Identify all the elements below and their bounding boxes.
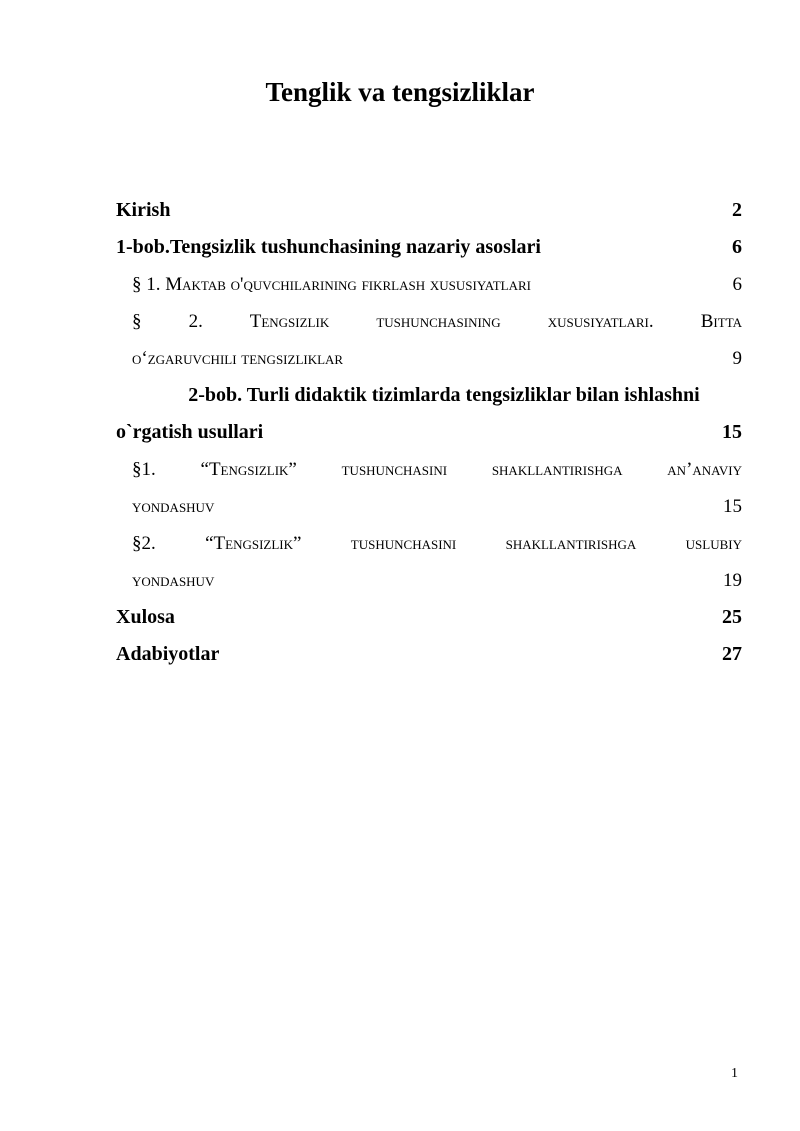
toc-entry-label-line-2: oʻzgaruvchili tengsizliklar: [132, 348, 344, 369]
page-number: 1: [731, 1066, 738, 1081]
toc-entry-label-line-2: o`rgatish usullari: [116, 421, 264, 443]
toc-entry-label: § 1. Maktab o'quvchilarining fikrlash xususiyatlari: [132, 274, 531, 295]
toc-entry-label-line-1: § 2. Tengsizlik tushunchasining xususiyatlari. Bitta: [132, 311, 742, 332]
toc-entry-page: 6: [732, 274, 742, 295]
toc-entry-label-line-1: §1. “Tengsizlik” tushunchasini shakllantirishga an’anaviy: [132, 459, 742, 480]
toc-entry-page: 15: [723, 496, 742, 517]
toc-entry-chapter-1-section-2: [116, 303, 742, 377]
toc-entry-page: 25: [722, 606, 742, 628]
toc-entry-chapter-2: [116, 377, 742, 451]
document-title: Tenglik va tengsizliklar: [265, 77, 535, 107]
table-of-contents: [116, 192, 742, 673]
toc-entry-chapter-2-section-1: [116, 451, 742, 525]
toc-entry-label-line-2: yondashuv: [132, 496, 215, 517]
toc-entry-xulosa: [116, 599, 742, 636]
toc-entry-chapter-1-section-1: [116, 266, 742, 303]
toc-entry-page: 27: [722, 643, 742, 665]
toc-entry-label: Kirish: [116, 199, 171, 221]
toc-entry-page: 9: [732, 348, 742, 369]
toc-entry-label-line-1: §2. “Tengsizlik” tushunchasini shakllantirishga uslubiy: [132, 533, 742, 554]
toc-entry-page: 15: [722, 421, 742, 443]
toc-entry-label: Xulosa: [116, 606, 175, 628]
toc-entry-label: 1-bob.Tengsizlik tushunchasining nazariy asoslari: [116, 236, 541, 258]
toc-entry-chapter-2-section-2: [116, 525, 742, 599]
toc-entry-label-line-1: 2-bob. Turli didaktik tizimlarda tengsizliklar bilan ishlashni: [188, 384, 700, 406]
toc-entry-chapter-1: [116, 229, 742, 266]
toc-entry-adabiyotlar: [116, 636, 742, 673]
toc-entry-label: Adabiyotlar: [116, 643, 220, 665]
toc-entry-label-line-2: yondashuv: [132, 570, 215, 591]
toc-entry-kirish: [116, 192, 742, 229]
toc-entry-page: 6: [732, 236, 742, 258]
toc-entry-page: 2: [732, 199, 742, 221]
toc-entry-page: 19: [723, 570, 742, 591]
